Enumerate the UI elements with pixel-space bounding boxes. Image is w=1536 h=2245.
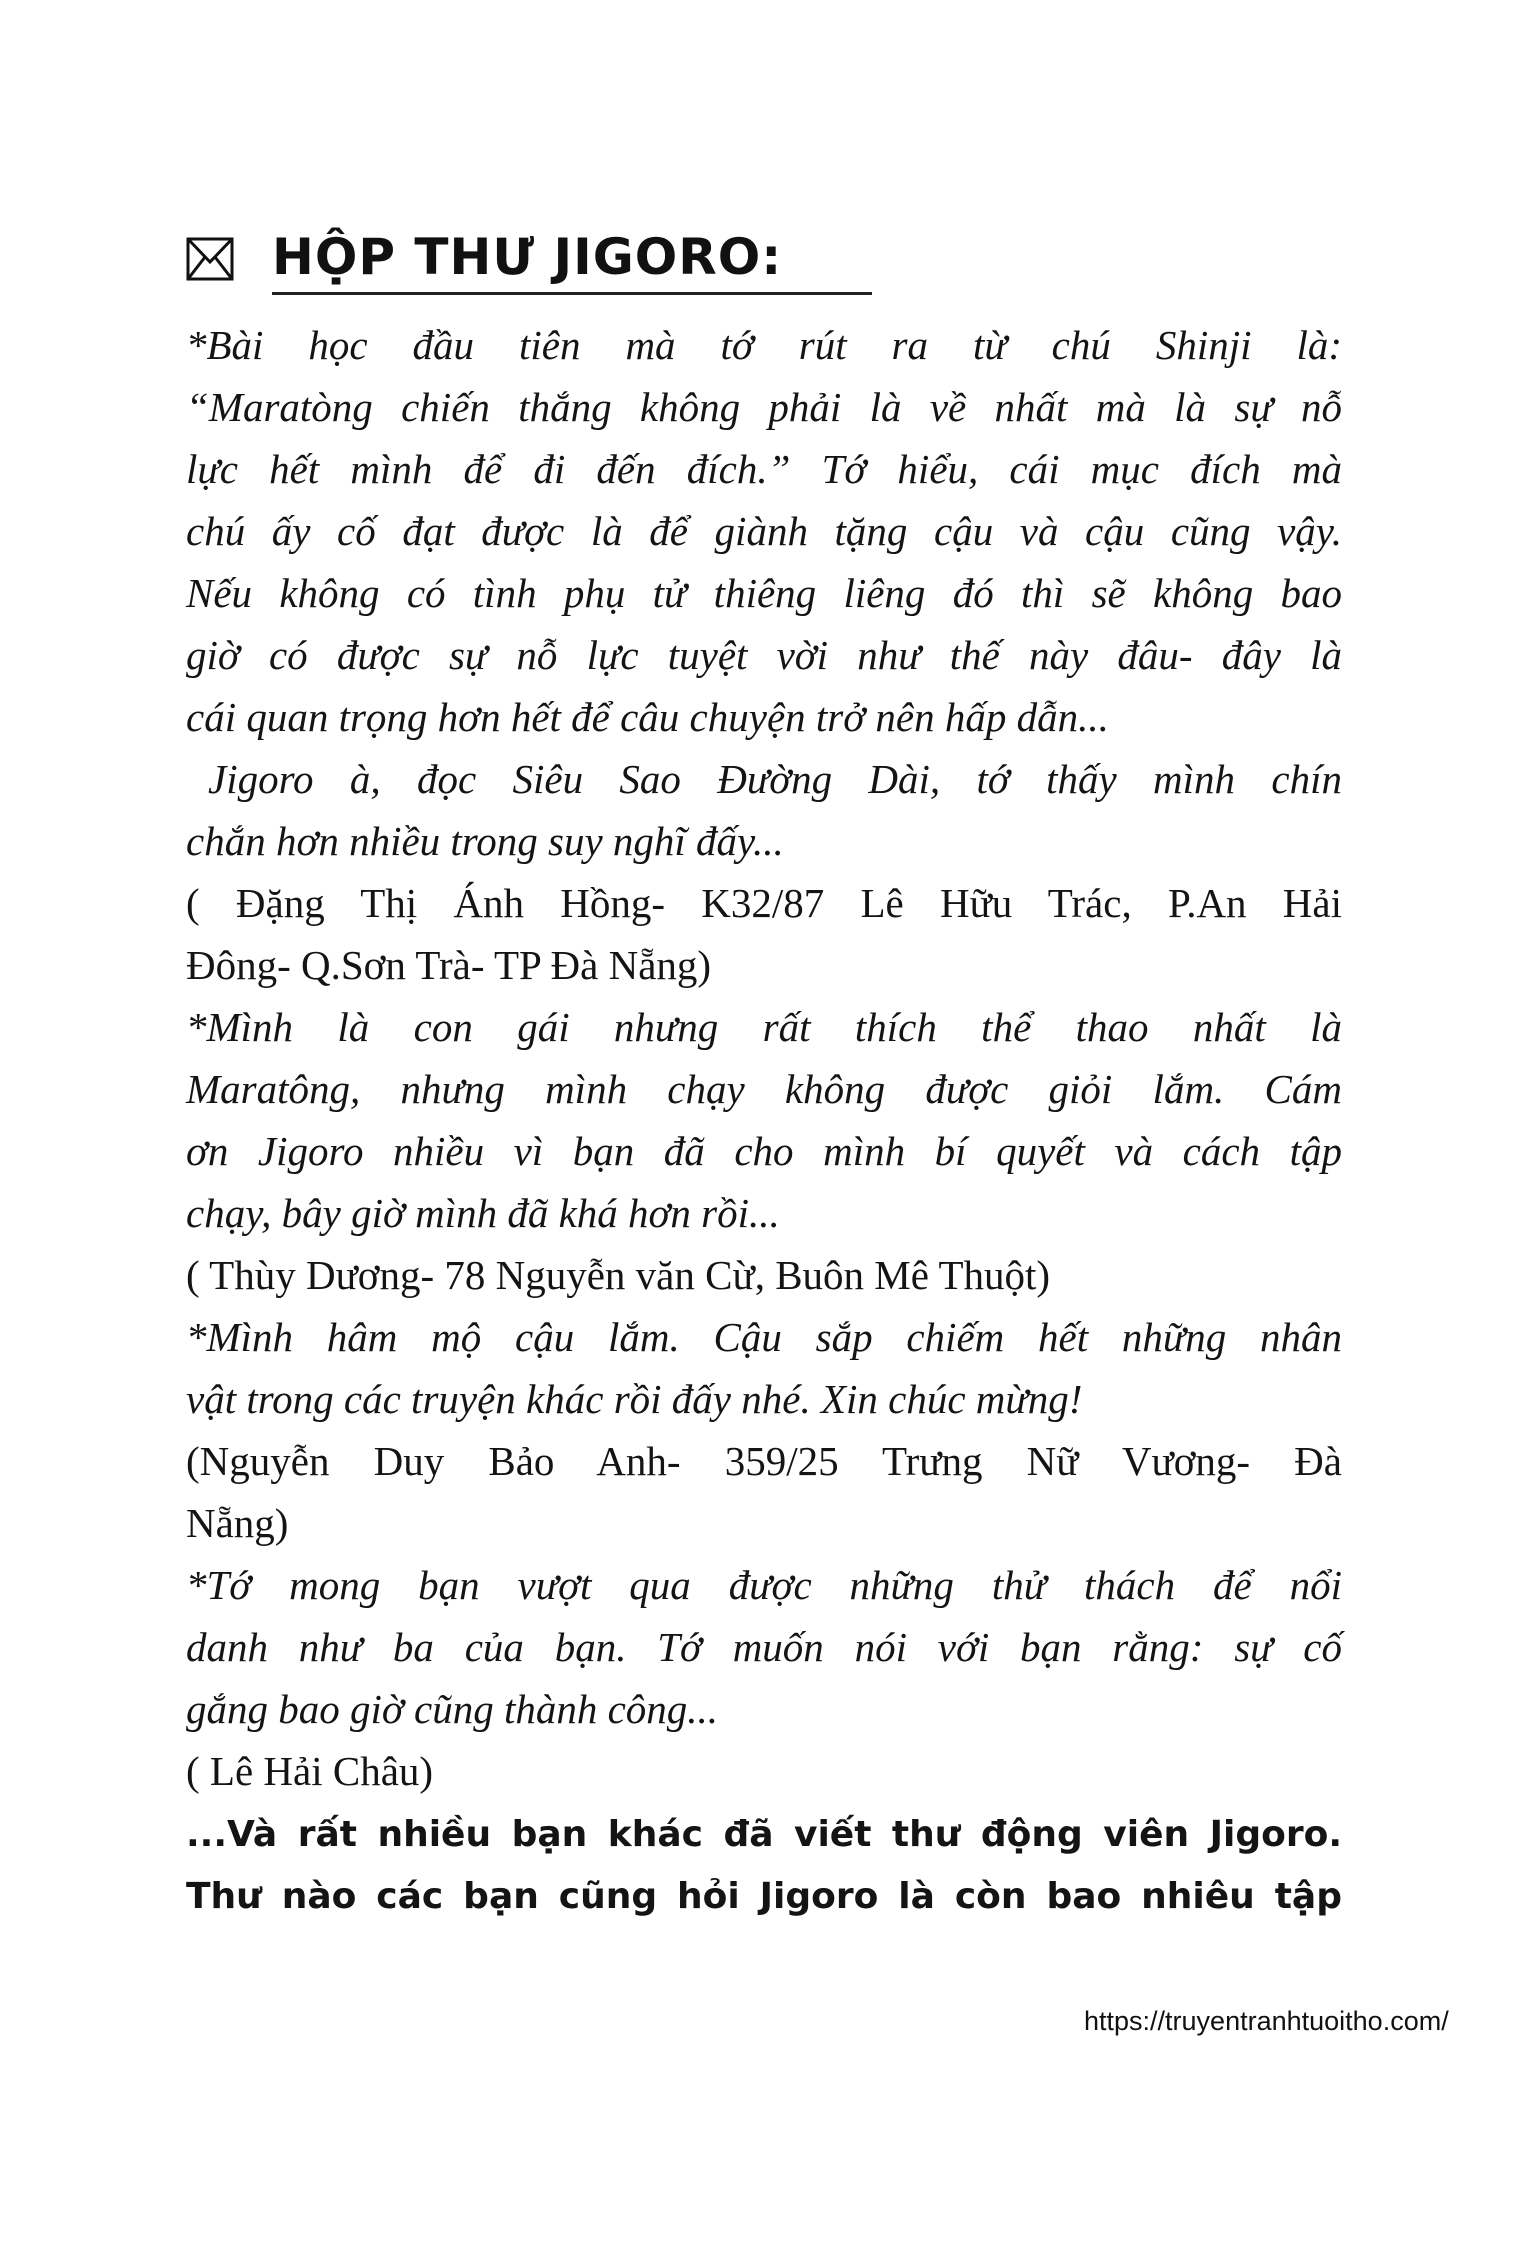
sender-line: Đông- Q.Sơn Trà- TP Đà Nẵng) [186, 942, 712, 988]
letter-line: Nếu không có tình phụ tử thiêng liêng đó thì sẽ không bao [186, 570, 1342, 616]
letter-line: *Tớ mong bạn vượt qua được những thử thách để nổi [186, 1562, 1342, 1608]
sender-line: ( Lê Hải Châu) [186, 1748, 434, 1794]
letter-line: “Maratòng chiến thắng không phải là về nhất mà là sự nỗ [186, 384, 1342, 430]
letter-line: danh như ba của bạn. Tớ muốn nói với bạn rằng: sự cố [186, 1624, 1342, 1670]
sender-line: (Nguyễn Duy Bảo Anh- 359/25 Trưng Nữ Vương- Đà [186, 1438, 1342, 1484]
letter-line: *Bài học đầu tiên mà tớ rút ra từ chú Shinji là: [186, 322, 1342, 368]
closing-line: Thư nào các bạn cũng hỏi Jigoro là còn bao nhiêu tập [186, 1876, 1342, 1917]
letter-line: gắng bao giờ cũng thành công... [186, 1686, 719, 1732]
letter-line: ơn Jigoro nhiều vì bạn đã cho mình bí quyết và cách tập [186, 1128, 1342, 1174]
letter-line: cái quan trọng hơn hết để câu chuyện trở nên hấp dẫn... [186, 694, 1109, 740]
letter-line: *Mình hâm mộ cậu lắm. Cậu sắp chiếm hết những nhân [186, 1314, 1342, 1360]
letter-line: giờ có được sự nỗ lực tuyệt vời như thế này đâu- đây là [186, 632, 1342, 678]
letter-line: *Mình là con gái nhưng rất thích thể thao nhất là [186, 1004, 1342, 1050]
sender-line: Nẵng) [186, 1500, 289, 1546]
page-title: HỘP THƯ JIGORO: [272, 228, 783, 286]
letter-line: vật trong các truyện khác rồi đấy nhé. Xin chúc mừng! [186, 1376, 1083, 1422]
sender-line: ( Đặng Thị Ánh Hồng- K32/87 Lê Hữu Trác, P.An Hải [186, 880, 1342, 926]
letter-line: chắn hơn nhiều trong suy nghĩ đấy... [186, 818, 784, 864]
letter-line: lực hết mình để đi đến đích.” Tớ hiểu, cái mục đích mà [186, 446, 1342, 492]
letter-line: Jigoro à, đọc Siêu Sao Đường Dài, tớ thấy mình chín [208, 756, 1342, 802]
letter-line: chạy, bây giờ mình đã khá hơn rồi... [186, 1190, 780, 1236]
closing-line: ...Và rất nhiều bạn khác đã viết thư động viên Jigoro. [186, 1814, 1342, 1855]
title-underline [272, 292, 872, 295]
envelope-icon [186, 236, 234, 282]
mailbox-heading [186, 228, 876, 304]
watermark-url: https://truyentranhtuoitho.com/ [1084, 2006, 1449, 2036]
sender-line: ( Thùy Dương- 78 Nguyễn văn Cừ, Buôn Mê Thuột) [186, 1252, 1051, 1298]
letter-line: chú ấy cố đạt được là để giành tặng cậu và cậu cũng vậy. [186, 508, 1342, 554]
letter-line: Maratông, nhưng mình chạy không được giỏi lắm. Cám [186, 1066, 1342, 1112]
